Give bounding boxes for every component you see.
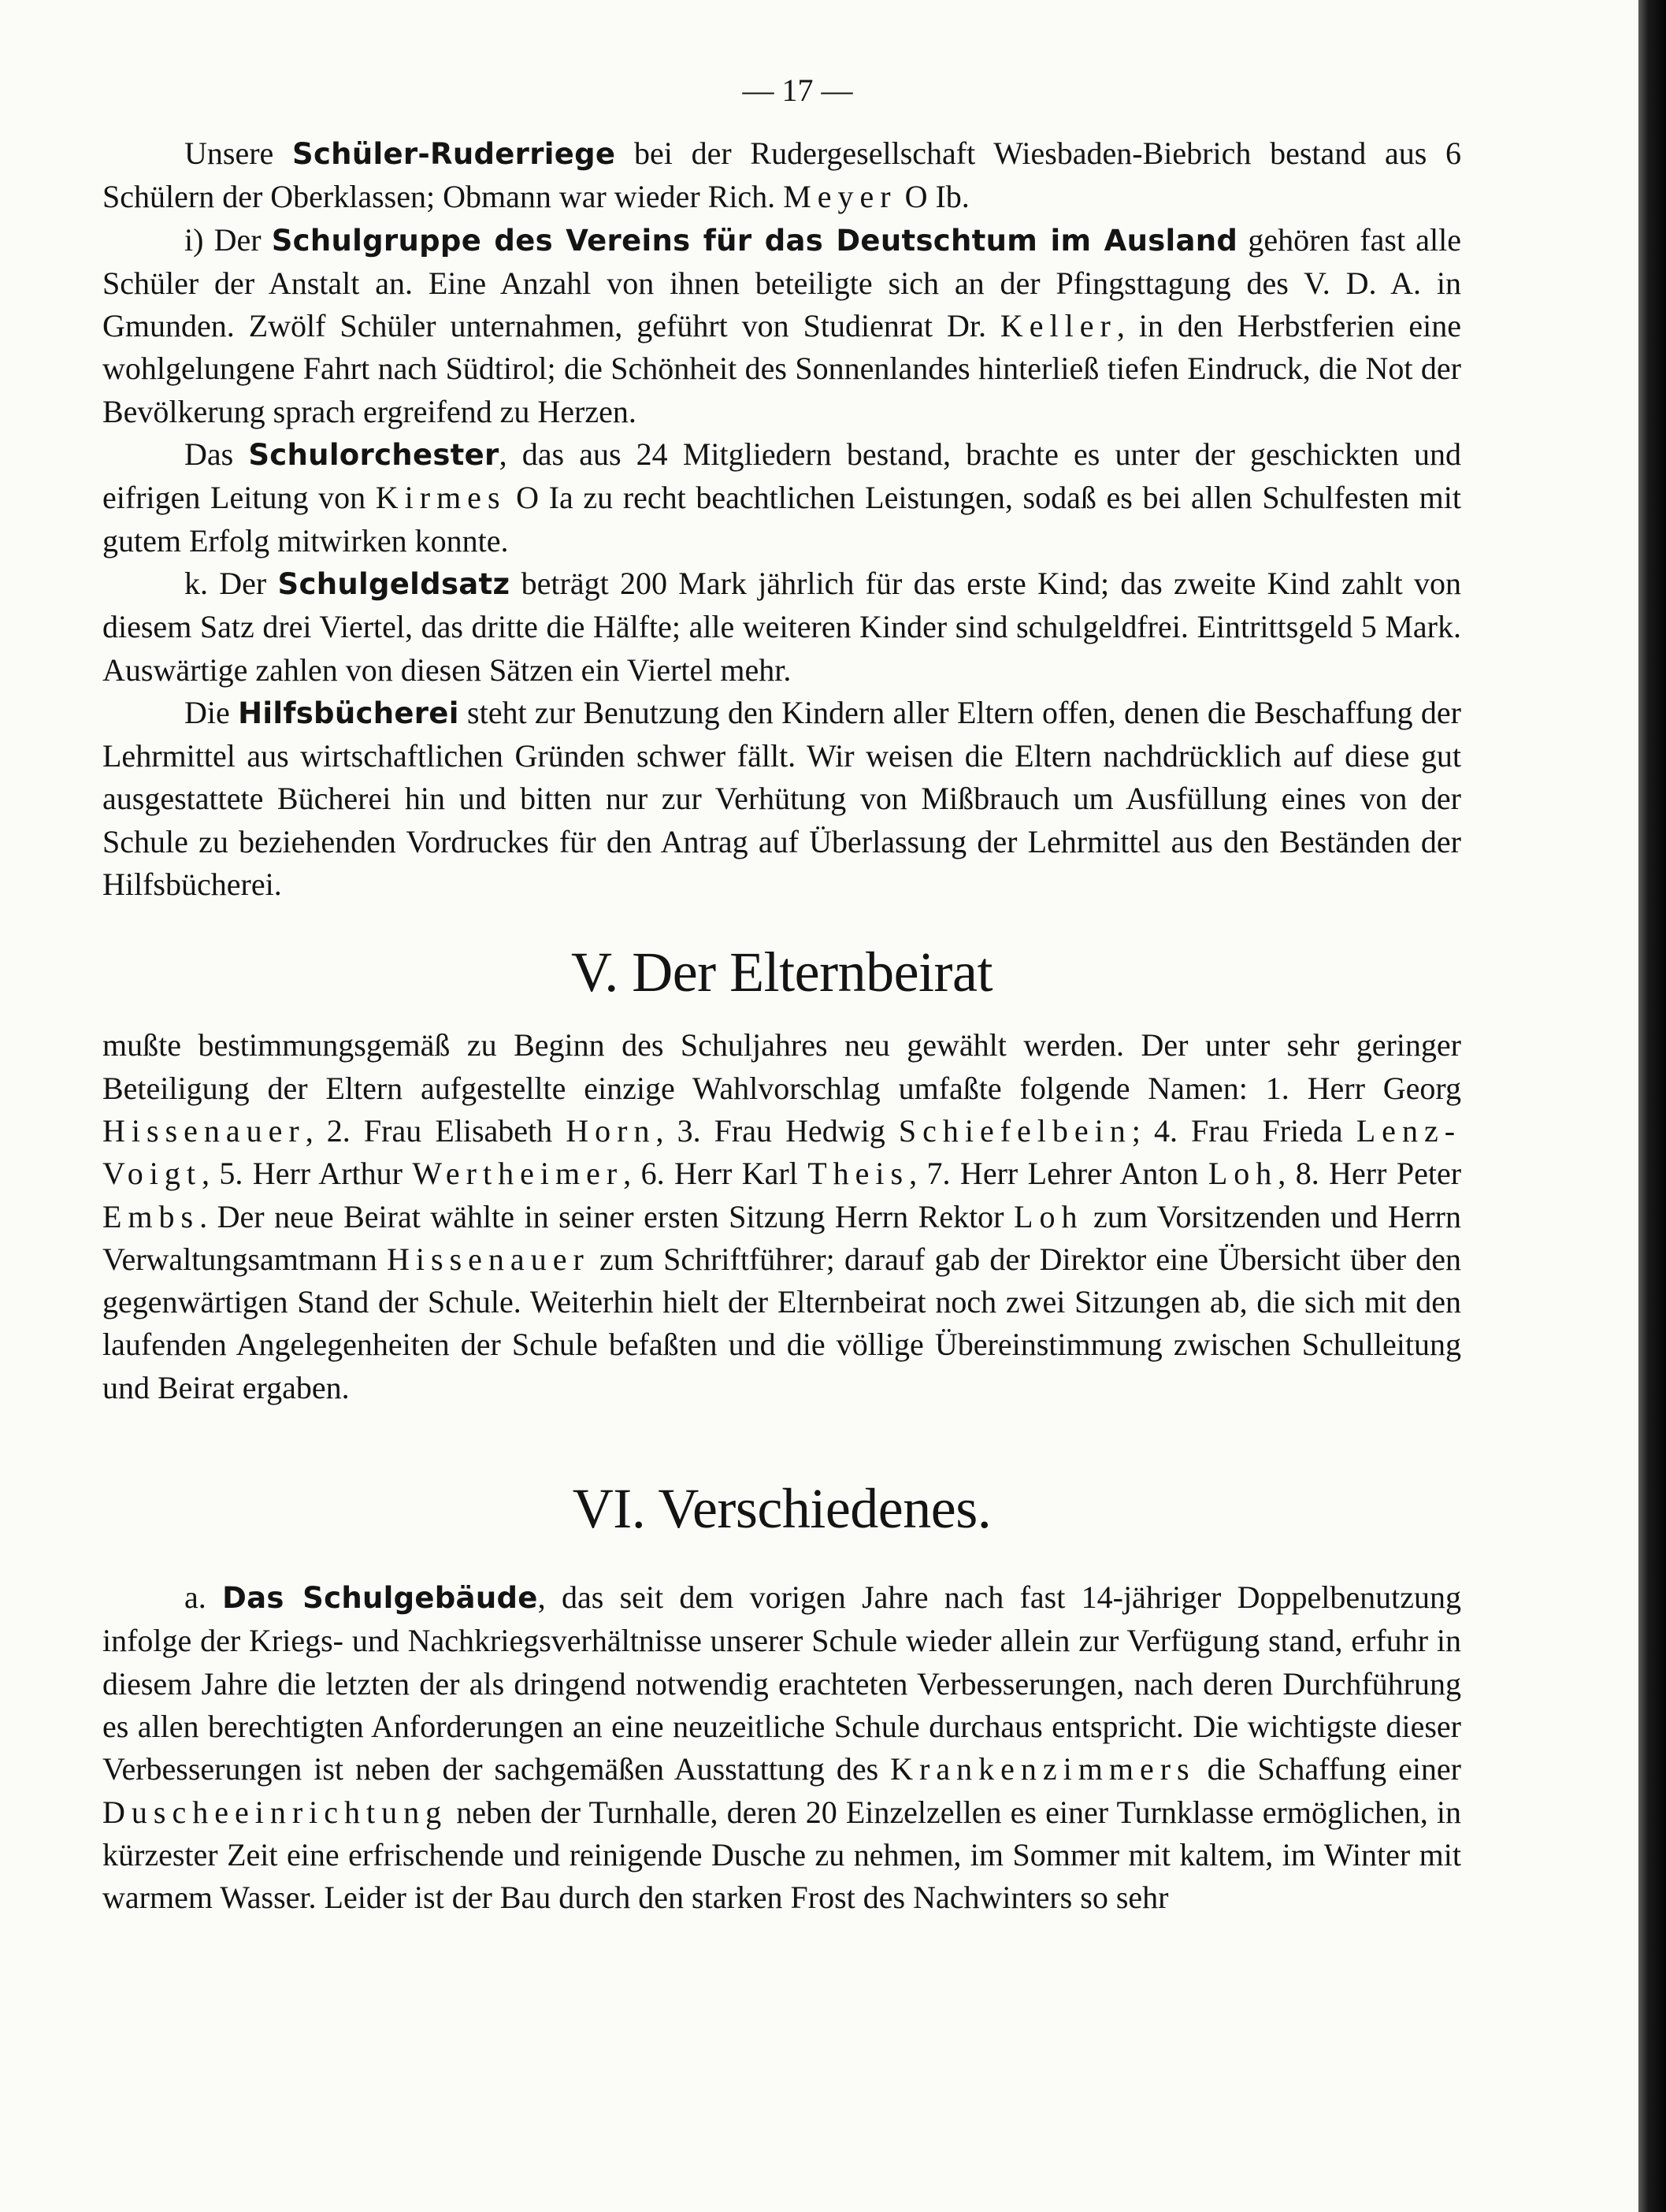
heading-verschiedenes: VI. Verschiedenes.	[572, 1477, 992, 1541]
term-schulgruppe-vda: Schulgruppe des Vereins für das Deutschtum im Ausland	[271, 223, 1238, 258]
heading-elternbeirat: V. Der Elternbeirat	[571, 941, 993, 1004]
page-number: — 17 —	[742, 72, 853, 108]
paragraph-hilfsbuecherei: Die Hilfsbücherei steht zur Benutzung den Kindern aller Eltern offen, denen die Beschaffung der Lehrmittel aus wirtschaftlichen Gründen schwer fällt. Wir weisen die Eltern nachdrücklich auf diese gut ausgestattete Bücherei hin und bitten nur zur Verhütung von Mißbrauch um Ausfüllung eines von der Schule zu beziehenden Vordruckes für den Antrag auf Überlassung der Lehrmittel aus den Beständen der Hilfsbücherei.	[102, 694, 1461, 903]
term-duscheeinrichtung: Duscheeinrichtung	[102, 1794, 448, 1830]
paragraph-vda: i) Der Schulgruppe des Vereins für das Deutschtum im Ausland gehören fast alle Schüler der Anstalt an. Eine Anzahl von ihnen beteiligte sich an der Pfingsttagung des V. D. A. in Gmunden. Zwölf Schüler unternahmen, geführt von Studienrat Dr. Keller, in den Herbstferien eine wohlgelungene Fahrt nach Südtirol; die Schönheit des Sonnenlandes hinterließ tiefen Eindruck, die Not der Bevölkerung sprach ergreifend zu Herzen.	[102, 221, 1461, 429]
paragraph-schulgebaeude: a. Das Schulgebäude, das seit dem vorigen Jahre nach fast 14-jähriger Doppelbenutzung infolge der Kriegs- und Nachkriegsverhältnisse unserer Schule wieder allein zur Verfügung stand, erfuhr in diesem Jahre die letzten der als dringend notwendig erachteten Verbesserungen, nach deren Durchführung es allen berechtigten Anforderungen an eine neuzeitliche Schule durchaus entspricht. Die wichtigste dieser Verbesserungen ist neben der sachgemäßen Ausstattung des Krankenzimmers die Schaffung einer Duscheeinrichtung neben der Turnhalle, deren 20 Einzelzellen es einer Turnklasse ermöglichen, in kürzester Zeit eine erfrischende und reinigende Dusche zu nehmen, im Sommer mit kaltem, im Winter mit warmem Wasser. Leider ist der Bau durch den starken Frost des Nachwinters so sehr	[102, 1579, 1462, 1916]
term-schulgeldsatz: Schulgeldsatz	[277, 566, 510, 601]
name-meyer: Meyer	[783, 179, 897, 215]
paragraph-ruderriege: Unsere Schüler-Ruderriege bei der Rudergesellschaft Wiesbaden-Biebrich bestand aus 6 Schülern der Oberklassen; Obmann war wieder Rich. Meyer O Ib.	[102, 135, 1462, 215]
term-schulorchester: Schulorchester	[248, 438, 499, 473]
term-hilfsbuecherei: Hilfsbücherei	[238, 696, 459, 730]
term-schulgebaeude: Das Schulgebäude	[222, 1581, 538, 1616]
scan-edge-shadow	[1638, 0, 1666, 2212]
term-schueler-ruderriege: Schüler-Ruderriege	[292, 137, 616, 171]
paragraph-elternbeirat: mußte bestimmungsgemäß zu Beginn des Schuljahres neu gewählt werden. Der unter sehr geringer Beteiligung der Eltern aufgestellte einzige Wahlvorschlag umfaßte folgende Namen: 1. Herr Georg Hissenauer, 2. Frau Elisabeth Horn, 3. Frau Hedwig Schiefelbein; 4. Frau Frieda Lenz-Voigt, 5. Herr Arthur Wertheimer, 6. Herr Karl Theis, 7. Herr Lehrer Anton Loh, 8. Herr Peter Embs. Der neue Beirat wählte in seiner ersten Sitzung Herrn Rektor Loh zum Vorsitzenden und Herrn Verwaltungsamtmann Hissenauer zum Schriftführer; darauf gab der Direktor eine Übersicht über den gegenwärtigen Stand der Schule. Weiterhin hielt der Elternbeirat noch zwei Sitzungen ab, die sich mit den laufenden Angelegenheiten der Schule befaßten und die völlige Übereinstimmung zwischen Schulleitung und Beirat ergaben.	[102, 1027, 1462, 1405]
paragraph-schulorchester: Das Schulorchester, das aus 24 Mitgliedern bestand, brachte es unter der geschickten und eifrigen Leitung von Kirmes O Ia zu recht beachtlichen Leistungen, sodaß es bei allen Schulfesten mit gutem Erfolg mitwirken konnte.	[102, 436, 1462, 559]
paragraph-schulgeldsatz: k. Der Schulgeldsatz beträgt 200 Mark jährlich für das erste Kind; das zweite Kind zahlt von diesem Satz drei Viertel, das dritte die Hälfte; alle weiteren Kinder sind schulgeldfrei. Eintrittsgeld 5 Mark. Auswärtige zahlen von diesen Sätzen ein Viertel mehr.	[102, 565, 1461, 688]
page-content	[102, 71, 1461, 1919]
name-keller: Keller	[1000, 308, 1117, 344]
term-krankenzimmer: Krankenzimmers	[890, 1751, 1196, 1787]
name-kirmes: Kirmes	[375, 480, 506, 516]
